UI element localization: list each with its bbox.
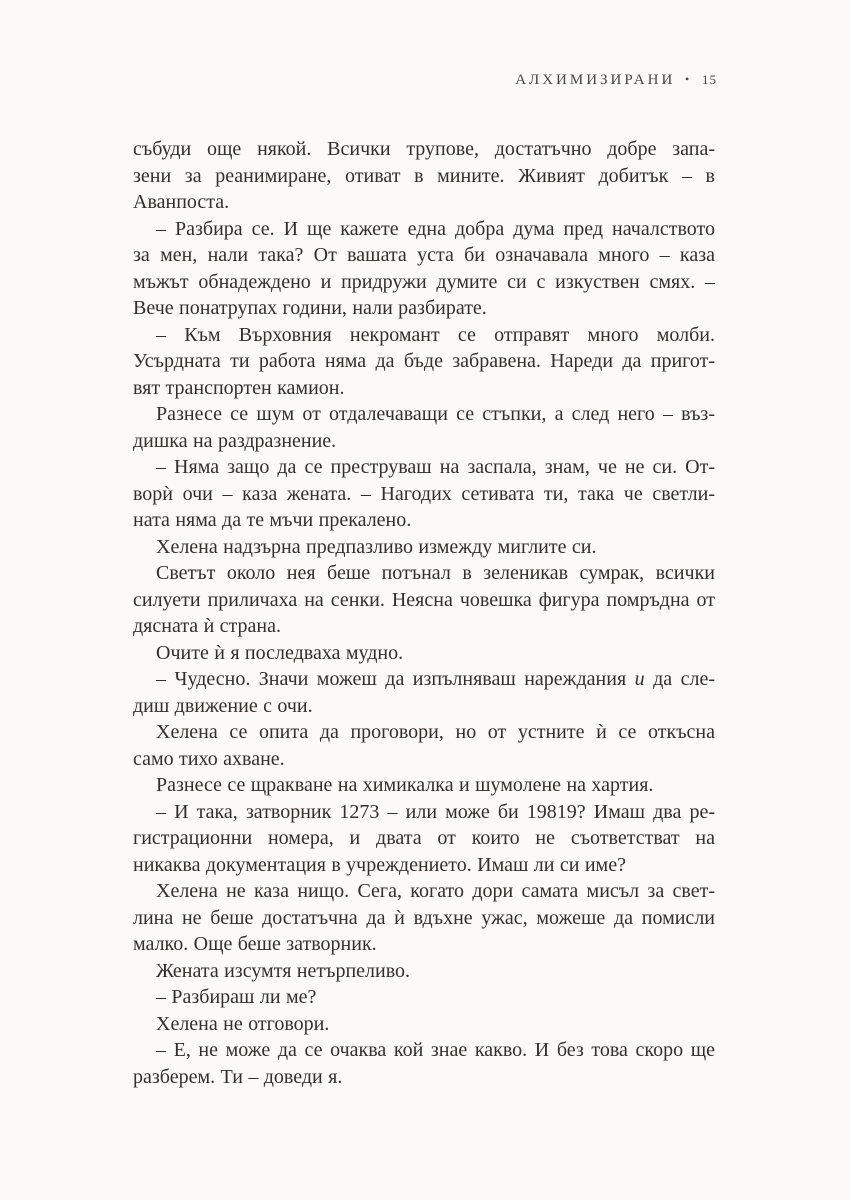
text-line: – Разбира се. И ще кажете една добра дума пред началството <box>156 217 715 240</box>
running-header <box>515 72 717 88</box>
text-block <box>133 136 715 1090</box>
text-line: Жената изсумтя нетърпеливо. <box>156 959 411 982</box>
text-line: разберем. Ти – доведи я. <box>133 1065 343 1088</box>
text-line: диш движение с очи. <box>133 694 313 717</box>
text-line: никаква документация в учреждението. Имаш ли си име? <box>133 853 626 876</box>
text-line: – Разбираш ли ме? <box>156 986 317 1008</box>
text-line: ната няма да те мъчи прекалено. <box>133 509 412 531</box>
text-line: – Към Върховния некромант се отправят много молби. <box>156 323 715 346</box>
text-line: Вече понатрупах години, нали разбирате. <box>133 297 487 319</box>
text-line: Хелена не каза нищо. Сега, когато дори самата мисъл за свет- <box>156 880 715 902</box>
text-line: силуети приличаха на сенки. Неясна човешка фигура помръдна от <box>133 588 715 611</box>
text-line: Аванпоста. <box>133 191 230 213</box>
text-line: за мен, нали така? От вашата уста би означавала много – каза <box>133 244 715 266</box>
text-line: – Няма защо да се преструваш на заспала, знам, че не си. От- <box>156 456 715 478</box>
text-line: вят транспортен камион. <box>133 376 345 399</box>
text-line: Хелена надзърна предпазливо измежду миглите си. <box>156 535 597 558</box>
bullet-separator: • <box>685 72 690 86</box>
text-line: Хелена не отговори. <box>156 1012 330 1035</box>
text-line: малко. Още беше затворник. <box>133 933 377 955</box>
text-line: Очите ѝ я последваха мудно. <box>156 641 404 664</box>
page-number: 15 <box>702 72 717 87</box>
text-line: лина не беше достатъчна да ѝ вдъхне ужас, можеше да помисли <box>133 906 715 929</box>
text-line: – И така, затворник 1273 – или може би 19819? Имаш два ре- <box>156 800 715 823</box>
text-line: Усърдната ти работа няма да бъде забравена. Нареди да пригот- <box>133 350 715 372</box>
text-line: мъжът обнадеждено и придружи думите си с изкуствен смях. – <box>133 270 715 293</box>
text-line: – Чудесно. Значи можеш да изпълняваш нареждания и да сле- <box>156 668 715 690</box>
text-line: събуди още някой. Всички трупове, достатъчно добре запа- <box>133 138 715 160</box>
book-title: АЛХИМИЗИРАНИ <box>515 72 676 88</box>
text-line: Разнесе се шум от отдалечаващи се стъпки, а след него – въз- <box>156 403 715 425</box>
text-line: зени за реанимиране, отиват в мините. Живият добитък – в <box>133 164 715 187</box>
text-line: Хелена се опита да проговори, но от устните ѝ се откъсна <box>156 721 715 743</box>
text-line: Светът около нея беше потънал в зеленикав сумрак, всички <box>156 562 715 584</box>
text-line: – Е, не може да се очаква кой знае какво. И без това скоро ще <box>156 1039 715 1061</box>
text-line: дясната ѝ страна. <box>133 615 281 637</box>
text-line: Разнесе се щракване на химикалка и шумолене на хартия. <box>156 774 654 796</box>
text-line: само тихо ахване. <box>133 747 285 770</box>
text-line: дишка на раздразнение. <box>133 429 337 452</box>
text-line: гистрационни номера, и двата от които не съответстват на <box>133 827 715 849</box>
text-line: ворѝ очи – каза жената. – Нагодих сетивата ти, така че светли- <box>133 482 715 505</box>
